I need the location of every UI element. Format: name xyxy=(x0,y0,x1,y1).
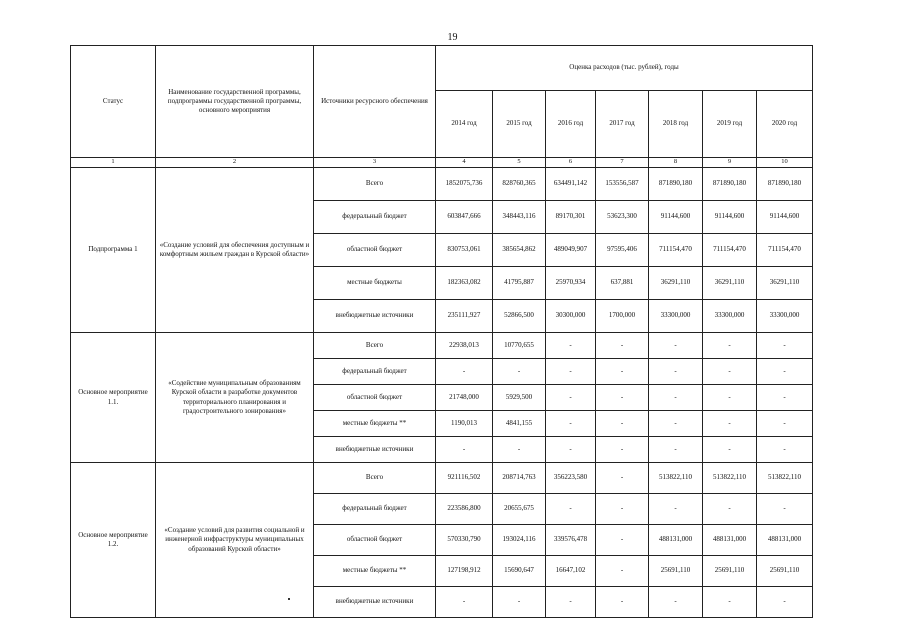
column-number: 8 xyxy=(649,158,703,168)
amount-cell: 711154,470 xyxy=(649,234,703,267)
amount-cell: 634491,142 xyxy=(546,168,596,201)
amount-cell: - xyxy=(649,385,703,411)
amount-cell: 182363,082 xyxy=(436,267,493,300)
amount-cell: - xyxy=(546,411,596,437)
amount-cell: - xyxy=(436,587,493,618)
amount-cell: 53623,300 xyxy=(596,201,649,234)
amount-cell: - xyxy=(703,385,757,411)
year-header: 2019 год xyxy=(703,91,757,158)
year-header: 2020 год xyxy=(757,91,813,158)
amount-cell: - xyxy=(596,385,649,411)
column-number: 9 xyxy=(703,158,757,168)
amount-cell: - xyxy=(546,437,596,463)
column-number: 7 xyxy=(596,158,649,168)
amount-cell: 488131,000 xyxy=(757,525,813,556)
amount-cell: 25970,934 xyxy=(546,267,596,300)
funding-source-cell: Всего xyxy=(314,463,436,494)
amount-cell: 348443,116 xyxy=(493,201,546,234)
amount-cell: 488131,000 xyxy=(703,525,757,556)
funding-source-cell: областной бюджет xyxy=(314,385,436,411)
amount-cell: - xyxy=(493,587,546,618)
amount-cell: 711154,470 xyxy=(703,234,757,267)
amount-cell: - xyxy=(493,359,546,385)
amount-cell: 91144,600 xyxy=(703,201,757,234)
funding-source-cell: федеральный бюджет xyxy=(314,201,436,234)
column-number: 5 xyxy=(493,158,546,168)
column-number-row xyxy=(71,158,813,168)
amount-cell: 223586,800 xyxy=(436,494,493,525)
amount-cell: 41795,887 xyxy=(493,267,546,300)
amount-cell: - xyxy=(596,494,649,525)
amount-cell: 10770,655 xyxy=(493,333,546,359)
amount-cell: 570330,790 xyxy=(436,525,493,556)
amount-cell: 36291,110 xyxy=(649,267,703,300)
amount-cell: - xyxy=(703,359,757,385)
amount-cell: 488131,000 xyxy=(649,525,703,556)
column-number: 4 xyxy=(436,158,493,168)
amount-cell: 828760,365 xyxy=(493,168,546,201)
status-cell: Основное мероприятие 1.2. xyxy=(71,463,156,618)
amount-cell: 89170,301 xyxy=(546,201,596,234)
header-row xyxy=(71,46,813,91)
table-row xyxy=(71,168,813,201)
status-cell: Подпрограмма 1 xyxy=(71,168,156,333)
amount-cell: 16647,102 xyxy=(546,556,596,587)
amount-cell: 52866,500 xyxy=(493,300,546,333)
amount-cell: - xyxy=(703,411,757,437)
amount-cell: 5929,500 xyxy=(493,385,546,411)
amount-cell: - xyxy=(757,437,813,463)
page-number: 19 xyxy=(447,32,458,43)
amount-cell: 153556,587 xyxy=(596,168,649,201)
amount-cell: - xyxy=(596,525,649,556)
amount-cell: 711154,470 xyxy=(757,234,813,267)
amount-cell: - xyxy=(703,333,757,359)
amount-cell: 871890,180 xyxy=(703,168,757,201)
funding-source-cell: областной бюджет xyxy=(314,234,436,267)
amount-cell: 25691,110 xyxy=(703,556,757,587)
funding-source-cell: местные бюджеты ** xyxy=(314,556,436,587)
amount-cell: - xyxy=(757,587,813,618)
amount-cell: - xyxy=(596,333,649,359)
funding-source-cell: внебюджетные источники xyxy=(314,587,436,618)
amount-cell: 15690,647 xyxy=(493,556,546,587)
program-name-cell: «Создание условий для развития социальной и инженерной инфраструктуры муниципальных образований Курской области» xyxy=(156,463,314,618)
amount-cell: 208714,763 xyxy=(493,463,546,494)
column-number: 3 xyxy=(314,158,436,168)
scan-dot xyxy=(288,598,290,600)
amount-cell: - xyxy=(703,437,757,463)
amount-cell: - xyxy=(546,385,596,411)
amount-cell: 513822,110 xyxy=(757,463,813,494)
amount-cell: - xyxy=(493,437,546,463)
program-name-header: Наименование государственной программы, подпрограммы государственной программы, основного мероприятия xyxy=(156,46,314,158)
amount-cell: - xyxy=(649,333,703,359)
amount-cell: 235111,927 xyxy=(436,300,493,333)
amount-cell: 127198,912 xyxy=(436,556,493,587)
funding-source-cell: внебюджетные источники xyxy=(314,437,436,463)
amount-cell: 339576,478 xyxy=(546,525,596,556)
column-number: 2 xyxy=(156,158,314,168)
amount-cell: - xyxy=(546,494,596,525)
amount-cell: 1700,000 xyxy=(596,300,649,333)
year-header: 2014 год xyxy=(436,91,493,158)
amount-cell: - xyxy=(596,556,649,587)
amount-cell: 97595,406 xyxy=(596,234,649,267)
amount-cell: 921116,502 xyxy=(436,463,493,494)
amount-cell: 33300,000 xyxy=(757,300,813,333)
amount-cell: 91144,600 xyxy=(757,201,813,234)
amount-cell: 1852075,736 xyxy=(436,168,493,201)
estimate-header: Оценка расходов (тыс. рублей), годы xyxy=(436,46,813,91)
column-number: 6 xyxy=(546,158,596,168)
amount-cell: - xyxy=(757,385,813,411)
amount-cell: - xyxy=(649,437,703,463)
amount-cell: 871890,180 xyxy=(757,168,813,201)
amount-cell: - xyxy=(757,411,813,437)
amount-cell: - xyxy=(757,494,813,525)
year-header: 2015 год xyxy=(493,91,546,158)
amount-cell: 489049,907 xyxy=(546,234,596,267)
funding-source-cell: внебюджетные источники xyxy=(314,300,436,333)
amount-cell: 36291,110 xyxy=(757,267,813,300)
amount-cell: 21748,000 xyxy=(436,385,493,411)
year-header: 2018 год xyxy=(649,91,703,158)
amount-cell: - xyxy=(436,437,493,463)
amount-cell: - xyxy=(757,333,813,359)
amount-cell: 91144,600 xyxy=(649,201,703,234)
amount-cell: - xyxy=(436,359,493,385)
amount-cell: 513822,110 xyxy=(703,463,757,494)
amount-cell: 603847,666 xyxy=(436,201,493,234)
amount-cell: 356223,580 xyxy=(546,463,596,494)
funding-source-cell: областной бюджет xyxy=(314,525,436,556)
table-row xyxy=(71,333,813,359)
amount-cell: 33300,000 xyxy=(703,300,757,333)
amount-cell: - xyxy=(596,359,649,385)
column-number: 10 xyxy=(757,158,813,168)
amount-cell: - xyxy=(596,587,649,618)
year-header: 2016 год xyxy=(546,91,596,158)
amount-cell: 25691,110 xyxy=(757,556,813,587)
amount-cell: - xyxy=(546,587,596,618)
funding-source-cell: Всего xyxy=(314,333,436,359)
amount-cell: 637,881 xyxy=(596,267,649,300)
funding-source-cell: федеральный бюджет xyxy=(314,494,436,525)
amount-cell: 871890,180 xyxy=(649,168,703,201)
amount-cell: - xyxy=(596,437,649,463)
amount-cell: 4841,155 xyxy=(493,411,546,437)
amount-cell: 25691,110 xyxy=(649,556,703,587)
amount-cell: - xyxy=(546,359,596,385)
amount-cell: - xyxy=(596,411,649,437)
status-header: Статус xyxy=(71,46,156,158)
amount-cell: - xyxy=(703,494,757,525)
expenditure-table xyxy=(70,45,813,618)
amount-cell: 22938,013 xyxy=(436,333,493,359)
amount-cell: - xyxy=(649,411,703,437)
funding-source-cell: федеральный бюджет xyxy=(314,359,436,385)
amount-cell: 513822,110 xyxy=(649,463,703,494)
funding-source-cell: Всего xyxy=(314,168,436,201)
amount-cell: - xyxy=(596,463,649,494)
program-name-cell: «Создание условий для обеспечения доступным и комфортным жильем граждан в Курской области» xyxy=(156,168,314,333)
amount-cell: - xyxy=(546,333,596,359)
amount-cell: 385654,862 xyxy=(493,234,546,267)
amount-cell: - xyxy=(649,494,703,525)
column-number: 1 xyxy=(71,158,156,168)
amount-cell: 30300,000 xyxy=(546,300,596,333)
funding-source-cell: местные бюджеты ** xyxy=(314,411,436,437)
amount-cell: - xyxy=(757,359,813,385)
table-row xyxy=(71,463,813,494)
year-header: 2017 год xyxy=(596,91,649,158)
sources-header: Источники ресурсного обеспечения xyxy=(314,46,436,158)
amount-cell: 193024,116 xyxy=(493,525,546,556)
funding-source-cell: местные бюджеты xyxy=(314,267,436,300)
amount-cell: 830753,061 xyxy=(436,234,493,267)
amount-cell: - xyxy=(649,587,703,618)
amount-cell: - xyxy=(703,587,757,618)
program-name-cell: «Содействие муниципальным образованиям Курской области в разработке документов территориального планирования и градостроительного зонирования» xyxy=(156,333,314,463)
amount-cell: 1190,013 xyxy=(436,411,493,437)
status-cell: Основное мероприятие 1.1. xyxy=(71,333,156,463)
amount-cell: - xyxy=(649,359,703,385)
amount-cell: 33300,000 xyxy=(649,300,703,333)
amount-cell: 20655,675 xyxy=(493,494,546,525)
amount-cell: 36291,110 xyxy=(703,267,757,300)
